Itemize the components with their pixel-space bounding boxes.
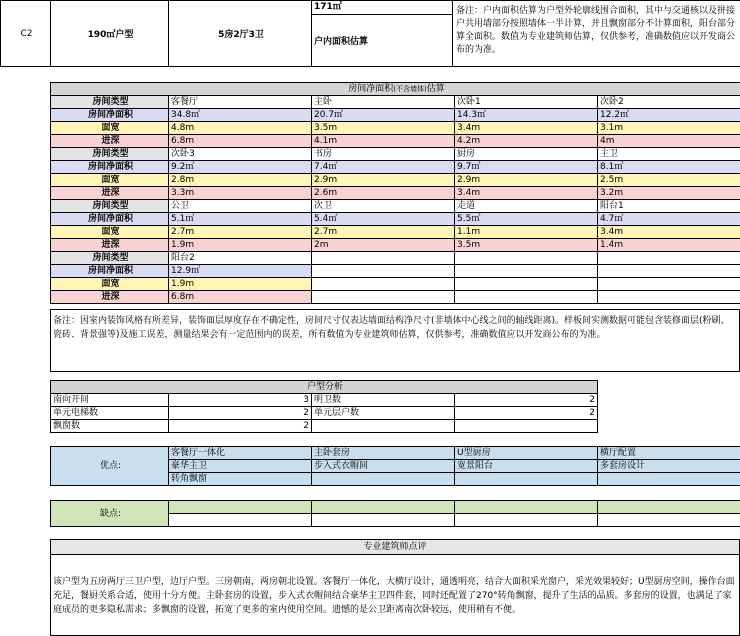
room-row-depth (51, 291, 740, 304)
room-cell-type: 厨房 (455, 148, 598, 161)
pros-table (50, 446, 740, 486)
room-cell-depth: 3.3m (169, 187, 312, 200)
room-row-label: 房间净面积 (51, 109, 169, 122)
room-cell-width: 2.5m (598, 174, 740, 187)
room-row-label: 面宽 (51, 122, 169, 135)
review-title: 专业建筑师点评 (51, 540, 739, 555)
room-row-label: 房间净面积 (51, 265, 169, 278)
pros-item: 步入式衣帽间 (312, 460, 455, 473)
room-cell-width: 3.4m (455, 122, 598, 135)
cons-cell (312, 514, 455, 527)
header-note: 备注：户内面积估算为户型外轮廓线围合面积，其中与交通核以及拼接户共用墙部分按照墙体一半计算，并且飘窗部分不计算面积，阳台部分算全面积。数值为专业建筑师估算，仅供参考，准确数值应以开发商公布的为准。 (453, 1, 740, 67)
room-cell-type: 客餐厅 (169, 96, 312, 109)
room-row-type (51, 252, 740, 265)
room-row-width (51, 226, 740, 239)
cons-cell (455, 501, 598, 514)
pros-item (455, 473, 598, 486)
cons-label: 缺点: (51, 501, 169, 527)
room-cell-width: 2.9m (455, 174, 598, 187)
room-row-depth (51, 239, 740, 252)
room-cell-type: 阳台1 (598, 200, 740, 213)
inner-area-label: 户内面积估算 (312, 15, 453, 67)
room-cell-width: 2.7m (169, 226, 312, 239)
room-cell-width (455, 278, 598, 291)
room-cell-depth: 4.1m (312, 135, 455, 148)
pros-item: 多套房设计 (598, 460, 740, 473)
room-cell-type (312, 252, 455, 265)
room-cell-width: 2.8m (169, 174, 312, 187)
analysis-table (50, 380, 598, 433)
room-row-type (51, 148, 740, 161)
room-row-label: 面宽 (51, 278, 169, 291)
room-row-label: 房间类型 (51, 148, 169, 161)
room-cell-area: 12.2㎡ (598, 109, 740, 122)
room-cell-area: 8.1㎡ (598, 161, 740, 174)
area-type: 190㎡户型 (51, 1, 169, 67)
room-row-label: 进深 (51, 135, 169, 148)
room-row-width (51, 122, 740, 135)
room-cell-depth: 4m (598, 135, 740, 148)
header-table (0, 0, 740, 67)
room-cell-area: 34.8㎡ (169, 109, 312, 122)
room-cell-depth: 6.8m (169, 291, 312, 304)
room-cell-type: 次卧2 (598, 96, 740, 109)
room-cell-depth (598, 291, 740, 304)
room-row-depth (51, 187, 740, 200)
room-cell-area: 20.7㎡ (312, 109, 455, 122)
cons-cell (598, 514, 740, 527)
room-cell-area: 12.9㎡ (169, 265, 312, 278)
analysis-value: 3 (169, 394, 312, 407)
room-cell-depth: 1.4m (598, 239, 740, 252)
pros-label: 优点: (51, 447, 169, 486)
room-row-area (51, 213, 740, 226)
room-cell-area (455, 265, 598, 278)
analysis-row (51, 407, 598, 420)
room-cell-depth: 3.4m (455, 187, 598, 200)
room-row-label: 房间净面积 (51, 213, 169, 226)
pros-row (51, 447, 740, 460)
room-cell-depth: 2.6m (312, 187, 455, 200)
room-cell-area (598, 265, 740, 278)
unit-code: C2 (1, 1, 51, 67)
cons-cell (312, 501, 455, 514)
room-area-table (50, 82, 740, 304)
room-cell-depth: 4.2m (455, 135, 598, 148)
pros-item (598, 473, 740, 486)
room-note: 备注：因室内装饰风格有所差异，装饰面层厚度存在不确定性，房间尺寸仅表达墙面结构净尺寸(非墙体中心线之间的轴线距离)。样板间实测数据可能包含装修面层(粉刷、瓷砖、背景强等)及施工误差，测量结果会有一定范围内的误差，所有数值为专业建筑师估算，仅供参考，准确数值应以开发商公布的为准。 (50, 309, 740, 372)
room-cell-type: 主卧 (312, 96, 455, 109)
room-cell-width: 3.4m (598, 226, 740, 239)
room-row-depth (51, 135, 740, 148)
room-cell-width: 4.8m (169, 122, 312, 135)
room-row-area (51, 161, 740, 174)
cons-cell (169, 501, 312, 514)
cons-cell (455, 514, 598, 527)
room-cell-type (455, 252, 598, 265)
room-row-label: 进深 (51, 187, 169, 200)
pros-item: 横厅配置 (598, 447, 740, 460)
analysis-label: 明卫数 (312, 394, 455, 407)
room-cell-area (312, 265, 455, 278)
room-cell-area: 14.3㎡ (455, 109, 598, 122)
pros-item: U型厨房 (455, 447, 598, 460)
pros-item: 豪华主卫 (169, 460, 312, 473)
room-cell-type: 次卧1 (455, 96, 598, 109)
room-cell-area: 5.1㎡ (169, 213, 312, 226)
room-cell-type: 书房 (312, 148, 455, 161)
room-cell-width: 1.9m (169, 278, 312, 291)
room-cell-width: 2.9m (312, 174, 455, 187)
room-cell-depth: 3.2m (598, 187, 740, 200)
room-cell-type: 阳台2 (169, 252, 312, 265)
pros-item: 宽景阳台 (455, 460, 598, 473)
review-text: 该户型为五房两厅三卫户型，边厅户型。三房朝南，两房朝北设置。客餐厅一体化，大横厅设计，通透明亮，结合大面积采光窗户，采光效果较好；U型厨房空间，操作台面充足，餐厨关系合适，使用十分方便。主卧套房的设置，步入式衣帽间结合豪华主卫四件套，同时还配置了270°转角飘窗，提升了生活的品质。多套房的设置，也满足了家庭成员的更多隐私需求；多飘窗的设置，拓宽了更多的室内使用空间。遗憾的是公卫距离南次卧较远，使用稍有不便。 (53, 577, 735, 615)
room-cell-width (598, 278, 740, 291)
room-row-area (51, 265, 740, 278)
room-row-label: 房间类型 (51, 200, 169, 213)
room-row-width (51, 278, 740, 291)
review-box (50, 539, 740, 636)
room-cell-area: 4.7㎡ (598, 213, 740, 226)
room-cell-area: 7.4㎡ (312, 161, 455, 174)
analysis-label: 单元层户数 (312, 407, 455, 420)
analysis-label: 南向开间 (51, 394, 169, 407)
pros-item (312, 473, 455, 486)
analysis-title: 户型分析 (51, 381, 598, 394)
analysis-row (51, 420, 598, 433)
room-cell-width (312, 278, 455, 291)
room-row-type (51, 200, 740, 213)
analysis-value (455, 420, 598, 433)
room-row-label: 进深 (51, 239, 169, 252)
room-cell-type: 次卧3 (169, 148, 312, 161)
cons-cell (598, 501, 740, 514)
pros-item: 主卧套房 (312, 447, 455, 460)
analysis-label: 飘窗数 (51, 420, 169, 433)
room-cell-width: 1.1m (455, 226, 598, 239)
room-row-label: 面宽 (51, 226, 169, 239)
inner-area-value: 171㎡ (312, 1, 453, 15)
room-cell-type: 主卫 (598, 148, 740, 161)
room-cell-width: 3.5m (312, 122, 455, 135)
pros-item: 客餐厅一体化 (169, 447, 312, 460)
room-cell-area: 5.5㎡ (455, 213, 598, 226)
cons-cell (169, 514, 312, 527)
room-row-type (51, 96, 740, 109)
analysis-value: 2 (169, 420, 312, 433)
room-cell-area: 9.2㎡ (169, 161, 312, 174)
room-cell-depth: 6.8m (169, 135, 312, 148)
analysis-row (51, 394, 598, 407)
room-row-width (51, 174, 740, 187)
analysis-value: 2 (169, 407, 312, 420)
room-cell-depth: 2m (312, 239, 455, 252)
room-row-label: 房间类型 (51, 96, 169, 109)
analysis-value: 2 (455, 394, 598, 407)
pros-item: 转角飘窗 (169, 473, 312, 486)
room-cell-type: 次卫 (312, 200, 455, 213)
room-layout: 5房2厅3卫 (169, 1, 312, 67)
room-table-title: 房间净面积(不含墙体)估算 (51, 83, 740, 96)
room-cell-depth (312, 291, 455, 304)
room-row-area (51, 109, 740, 122)
room-cell-depth: 1.9m (169, 239, 312, 252)
room-cell-width: 2.7m (312, 226, 455, 239)
cons-table (50, 500, 740, 527)
analysis-label: 单元电梯数 (51, 407, 169, 420)
analysis-label (312, 420, 455, 433)
room-cell-type: 公卫 (169, 200, 312, 213)
room-cell-depth (455, 291, 598, 304)
room-row-label: 房间净面积 (51, 161, 169, 174)
room-cell-width: 3.1m (598, 122, 740, 135)
room-cell-depth: 3.5m (455, 239, 598, 252)
room-row-label: 面宽 (51, 174, 169, 187)
analysis-value: 2 (455, 407, 598, 420)
room-cell-area: 9.7㎡ (455, 161, 598, 174)
room-cell-type: 走道 (455, 200, 598, 213)
room-row-label: 房间类型 (51, 252, 169, 265)
room-cell-area: 5.4㎡ (312, 213, 455, 226)
room-row-label: 进深 (51, 291, 169, 304)
room-cell-type (598, 252, 740, 265)
